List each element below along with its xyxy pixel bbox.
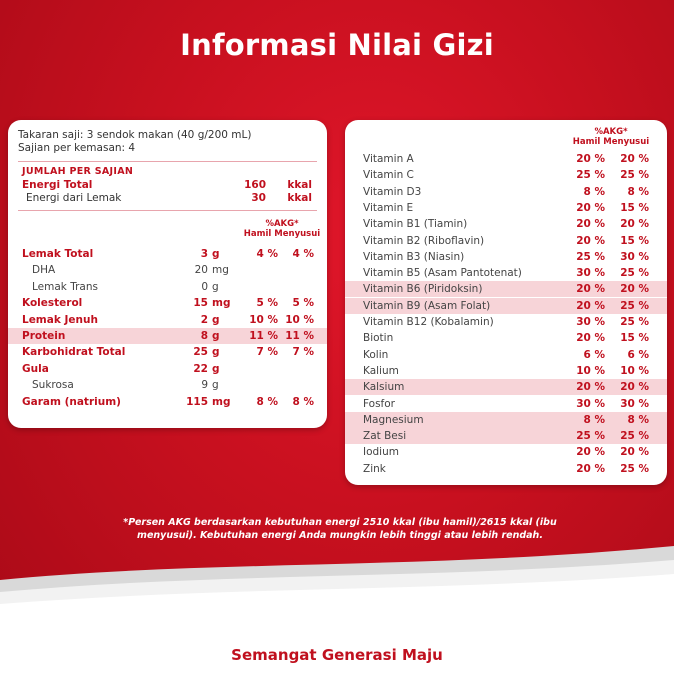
nutrient-amount: 0 (201, 280, 208, 293)
nutrition-card-main (8, 120, 327, 428)
nutrient-label: DHA (32, 264, 56, 277)
slogan: Semangat Generasi Maju (231, 646, 443, 664)
vitamin-row (345, 233, 667, 249)
servings-per-pack: Sajian per kemasan: 4 (18, 142, 136, 154)
akg-label: %AKG* (594, 127, 628, 137)
akg-nursing: 11 % (285, 330, 314, 342)
nutrient-amount: 3 (200, 248, 208, 260)
vitamin-row (345, 412, 667, 428)
vitamin-label: Vitamin A (363, 153, 414, 165)
col-nursing: Menyusui (603, 137, 650, 147)
akg-pregnant: 6 % (583, 348, 605, 361)
energy-total-row (22, 179, 312, 192)
vitamin-label: Vitamin C (363, 169, 414, 182)
akg-pregnant: 20 % (576, 462, 605, 475)
footnote-line-2: menyusui). Kebutuhan energi Anda mungkin lebih tinggi atau lebih rendah. (137, 530, 543, 541)
akg-pregnant: 20 % (576, 218, 605, 231)
page-title: Informasi Nilai Gizi (180, 28, 494, 62)
nutrient-label: Lemak Jenuh (22, 313, 98, 326)
akg-nursing: 20 % (620, 218, 649, 231)
akg-nursing: 25 % (620, 430, 649, 443)
akg-pregnant: 10 % (576, 364, 605, 377)
nutrient-label: Protein (22, 330, 66, 342)
nutrient-amount: 9 (201, 379, 208, 392)
vitamin-label: Zat Besi (363, 430, 407, 443)
nutrient-row (8, 394, 327, 410)
vitamin-row (345, 151, 667, 167)
vitamin-label: Iodium (363, 446, 399, 459)
nutrient-unit: g (212, 379, 219, 392)
akg-nursing: 25 % (620, 462, 649, 475)
vitamin-row (345, 265, 667, 281)
akg-pregnant: 11 % (249, 330, 278, 342)
akg-nursing: 8 % (627, 413, 649, 426)
nutrient-label: Sukrosa (32, 379, 74, 392)
vitamin-label: Vitamin B9 (Asam Folat) (363, 299, 491, 312)
nutrient-amount: 115 (186, 395, 208, 408)
akg-pregnant: 20 % (576, 299, 605, 312)
akg-pregnant: 20 % (576, 201, 605, 214)
energy-fat-row (22, 192, 312, 205)
akg-nursing: 5 % (292, 297, 314, 310)
akg-nursing: 8 % (292, 395, 314, 408)
akg-nursing: 6 % (627, 348, 649, 361)
akg-pregnant: 20 % (576, 153, 605, 165)
energy-fat-label: Energi dari Lemak (26, 192, 122, 204)
nutrient-row (8, 279, 327, 295)
akg-nursing: 25 % (620, 267, 649, 280)
nutrient-row (8, 312, 327, 328)
akg-pregnant: 30 % (576, 397, 605, 410)
energy-total-label: Energi Total (22, 179, 93, 191)
akg-pregnant: 8 % (583, 185, 605, 198)
akg-nursing: 25 % (620, 316, 649, 328)
akg-pregnant: 20 % (576, 332, 605, 345)
vitamin-row (345, 379, 667, 395)
serving-size: Takaran saji: 3 sendok makan (40 g/200 mL) (18, 129, 252, 141)
akg-pregnant: 7 % (256, 346, 278, 359)
vitamin-row (345, 330, 667, 346)
vitamin-label: Zink (363, 462, 386, 475)
akg-nursing: 20 % (620, 446, 649, 459)
nutrient-row (8, 262, 327, 278)
footnote-line-1: *Persen AKG berdasarkan kebutuhan energi 2510 kkal (ibu hamil)/2615 kkal (ibu (123, 517, 557, 528)
nutrient-amount: 22 (193, 362, 208, 375)
akg-pregnant: 5 % (256, 297, 278, 310)
akg-pregnant: 30 % (576, 316, 605, 328)
vitamin-row (345, 167, 667, 183)
akg-nursing: 15 % (620, 234, 649, 247)
nutrient-label: Kolesterol (22, 297, 83, 310)
vitamin-label: Magnesium (363, 413, 424, 426)
nutrient-unit: g (212, 362, 220, 375)
nutrient-unit: g (212, 248, 220, 260)
vitamin-row (345, 314, 667, 330)
vitamin-label: Vitamin B2 (Riboflavin) (363, 234, 485, 247)
vitamin-label: Vitamin B3 (Niasin) (363, 250, 465, 263)
energy-fat-unit: kkal (287, 192, 312, 204)
akg-pregnant: 10 % (249, 313, 278, 326)
akg-pregnant: 25 % (576, 430, 605, 443)
nutrient-row (8, 246, 327, 262)
vitamin-label: Biotin (363, 332, 394, 345)
nutrient-unit: g (212, 313, 220, 326)
nutrient-label: Lemak Trans (32, 280, 98, 293)
nutrient-amount: 8 (200, 330, 208, 342)
vitamin-label: Kolin (363, 348, 389, 361)
akg-nursing: 15 % (620, 201, 649, 214)
vitamin-label: Vitamin E (363, 201, 414, 214)
akg-nursing: 30 % (620, 397, 649, 410)
nutrient-unit: mg (212, 264, 229, 277)
nutrient-row (8, 295, 327, 311)
nutrient-amount: 20 (194, 264, 208, 277)
amount-header: JUMLAH PER SAJIAN (22, 166, 134, 177)
akg-nursing: 15 % (620, 332, 649, 345)
nutrient-row (8, 328, 327, 344)
akg-pregnant: 25 % (576, 250, 605, 263)
vitamin-row (345, 200, 667, 216)
akg-nursing: 25 % (620, 169, 649, 182)
akg-nursing: 20 % (620, 381, 649, 394)
nutrient-unit: mg (212, 297, 231, 310)
vitamin-row (345, 347, 667, 363)
nutrient-label: Garam (natrium) (22, 395, 121, 408)
akg-header (242, 219, 322, 239)
akg-pregnant: 8 % (583, 413, 605, 426)
akg-header (563, 127, 659, 147)
vitamin-row (345, 298, 667, 314)
vitamin-row (345, 363, 667, 379)
akg-pregnant: 20 % (576, 234, 605, 247)
nutrient-row (8, 361, 327, 377)
vitamin-label: Vitamin B12 (Kobalamin) (363, 316, 494, 328)
energy-fat-value: 30 (251, 192, 266, 204)
akg-nursing: 10 % (285, 313, 314, 326)
nutrient-amount: 25 (193, 346, 208, 359)
akg-nursing: 10 % (620, 364, 649, 377)
akg-nursing: 20 % (620, 153, 649, 165)
akg-nursing: 7 % (292, 346, 314, 359)
akg-nursing: 20 % (620, 283, 649, 296)
vitamin-row (345, 281, 667, 297)
nutrient-label: Karbohidrat Total (22, 346, 126, 359)
vitamin-label: Vitamin B6 (Piridoksin) (363, 283, 483, 296)
vitamin-row (345, 428, 667, 444)
col-nursing: Menyusui (274, 229, 321, 239)
akg-nursing: 8 % (627, 185, 649, 198)
akg-pregnant: 4 % (256, 248, 278, 260)
vitamin-label: Kalium (363, 364, 399, 377)
akg-pregnant: 25 % (576, 169, 605, 182)
akg-pregnant: 20 % (576, 381, 605, 394)
vitamin-label: Vitamin B5 (Asam Pantotenat) (363, 267, 522, 280)
akg-pregnant: 8 % (256, 395, 278, 408)
divider (18, 210, 317, 211)
vitamin-row (345, 396, 667, 412)
nutrient-label: Gula (22, 362, 49, 375)
footnote (100, 516, 580, 542)
vitamin-label: Kalsium (363, 381, 405, 394)
vitamin-row (345, 444, 667, 460)
nutrient-row (8, 344, 327, 360)
vitamin-row (345, 184, 667, 200)
vitamin-label: Vitamin D3 (363, 185, 422, 198)
divider (18, 161, 317, 162)
akg-nursing: 30 % (620, 250, 649, 263)
akg-pregnant: 20 % (576, 446, 605, 459)
akg-nursing: 25 % (620, 299, 649, 312)
nutrient-label: Lemak Total (22, 248, 94, 260)
nutrient-amount: 2 (200, 313, 208, 326)
akg-label: %AKG* (265, 219, 299, 229)
col-pregnant: Hamil (572, 137, 601, 147)
col-pregnant: Hamil (243, 229, 272, 239)
akg-pregnant: 30 % (576, 267, 605, 280)
energy-total-unit: kkal (287, 179, 312, 191)
nutrition-card-vitamins (345, 120, 667, 485)
nutrient-unit: g (212, 346, 220, 359)
nutrient-amount: 15 (193, 297, 208, 310)
nutrient-unit: mg (212, 395, 231, 408)
vitamin-label: Fosfor (363, 397, 395, 410)
nutrient-unit: g (212, 280, 219, 293)
vitamin-row (345, 249, 667, 265)
serving-info (18, 129, 251, 155)
energy-total-value: 160 (244, 179, 266, 191)
akg-nursing: 4 % (292, 248, 314, 260)
vitamin-row (345, 216, 667, 232)
nutrient-row (8, 377, 327, 393)
nutrient-unit: g (212, 330, 220, 342)
vitamin-row (345, 461, 667, 477)
vitamin-label: Vitamin B1 (Tiamin) (363, 218, 468, 231)
akg-pregnant: 20 % (576, 283, 605, 296)
